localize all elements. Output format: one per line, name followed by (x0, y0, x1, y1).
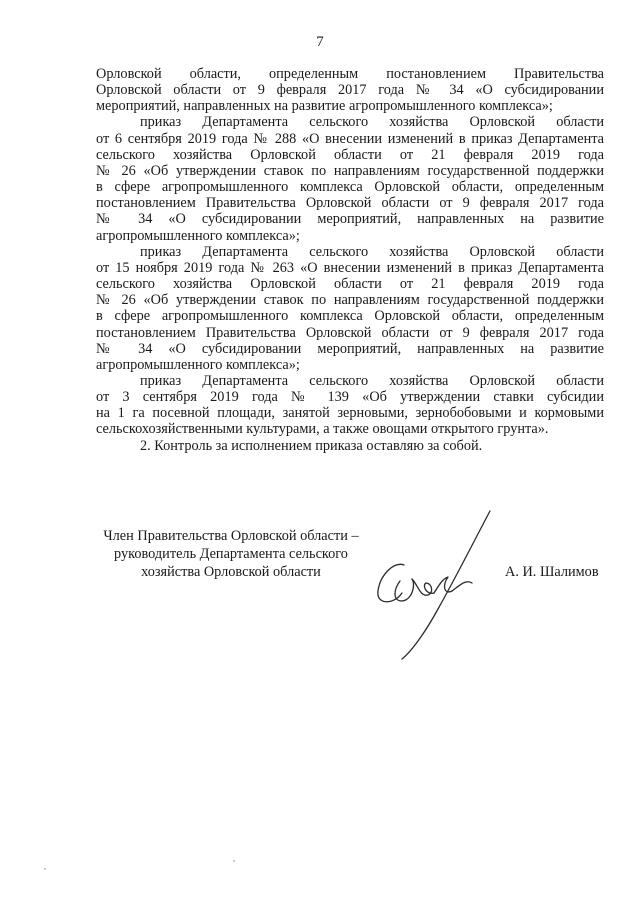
scan-speck (44, 868, 46, 870)
text-line: приказ Департамента сельского хозяйства Орловской области (140, 243, 604, 260)
signer-position (86, 527, 376, 581)
signer-position-line: Член Правительства Орловской области – (103, 528, 359, 544)
text-line: в сфере агропромышленного комплекса Орловской области, определенным (96, 179, 604, 196)
paragraph-control (96, 438, 604, 454)
text-line: в сфере агропромышленного комплекса Орловской области, определенным (96, 308, 604, 325)
text-line: от 15 ноября 2019 года № 263 «О внесении изменений в приказ Департамента (96, 259, 604, 276)
text-line: от 3 сентября 2019 года № 139 «Об утверждении ставки субсидии (96, 389, 604, 406)
text-line: сельского хозяйства Орловской области от 21 февраля 2019 года (96, 146, 604, 163)
text-line: постановлением Правительства Орловской области от 9 февраля 2017 года (96, 324, 604, 341)
scan-speck (233, 860, 235, 862)
signer-name: А. И. Шалимов (505, 564, 599, 580)
text-line: 2. Контроль за исполнением приказа оставляю за собой. (140, 437, 483, 454)
paragraph-order-288 (96, 114, 604, 243)
text-line: на 1 га посевной площади, занятой зерновыми, зернобобовыми и кормовыми (96, 405, 604, 422)
text-line: приказ Департамента сельского хозяйства Орловской области (140, 114, 604, 131)
paragraph-order-263 (96, 244, 604, 373)
paragraph-continuation (96, 66, 604, 114)
text-line: приказ Департамента сельского хозяйства Орловской области (140, 372, 604, 389)
text-line: № 26 «Об утверждении ставок по направлениям государственной поддержки (96, 292, 604, 309)
document-body (96, 66, 604, 454)
handwritten-signature (372, 505, 492, 665)
text-line: мероприятий, направленных на развитие агропромышленного комплекса»; (96, 98, 553, 115)
text-line: Орловской области от 9 февраля 2017 года № 34 «О субсидировании (96, 82, 604, 99)
text-line: от 6 сентября 2019 года № 288 «О внесении изменений в приказ Департамента (96, 130, 604, 147)
text-line: сельского хозяйства Орловской области от 21 февраля 2019 года (96, 276, 604, 293)
signer-position-line: хозяйства Орловской области (141, 564, 321, 580)
text-line: агропромышленного комплекса»; (96, 227, 300, 244)
page-number: 7 (316, 34, 324, 50)
text-line: Орловской области, определенным постановлением Правительства (96, 66, 604, 82)
text-line: № 34 «О субсидировании мероприятий, направленных на развитие (96, 211, 604, 228)
text-line: № 34 «О субсидировании мероприятий, направленных на развитие (96, 340, 604, 357)
text-line: агропромышленного комплекса»; (96, 356, 300, 373)
text-line: сельскохозяйственными культурами, а также овощами открытого грунта». (96, 421, 549, 438)
text-line: постановлением Правительства Орловской области от 9 февраля 2017 года (96, 195, 604, 212)
paragraph-order-139 (96, 373, 604, 438)
text-line: № 26 «Об утверждении ставок по направлениям государственной поддержки (96, 162, 604, 179)
signer-position-line: руководитель Департамента сельского (114, 546, 348, 562)
